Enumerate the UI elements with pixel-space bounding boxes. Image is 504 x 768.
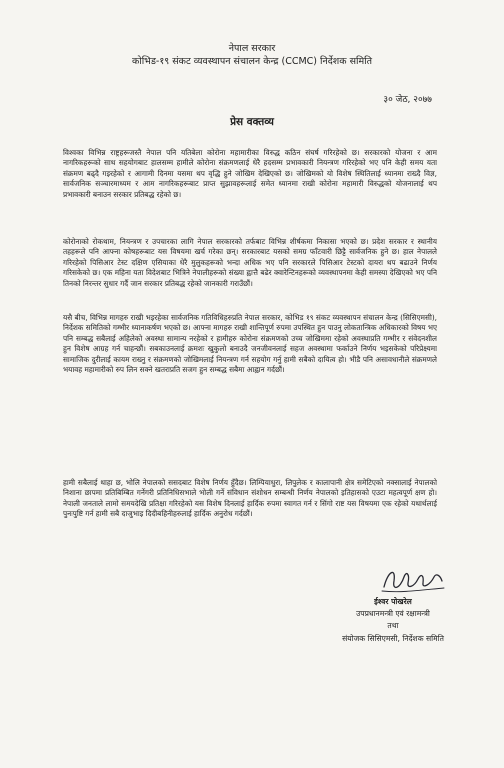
signatory-conjunction: तथा bbox=[387, 621, 399, 630]
document-date: ३० जेठ, २०७७ bbox=[383, 95, 432, 105]
paragraph-3: यसै बीच, विभिन्न मागहरु राखी भइरहेका सार्वजनिक गतिविधिहरुप्रति नेपाल सरकार, कोभिड १९ संकट व्यवस्थापन संचालन केन्द्र (सिसिएमसी), निर्देशक समितिको गम्भीर ध्यानाकर्षण भएको छ। आफ्ना मागहरु राखी शान्तिपूर्ण रुपमा उपस्थित हुन पाउनु लोकतान्त्रिक अधिकारको विषय भए पनि सम्बद्ध सबैलाई अहिलेको अवस्था सामान्य नरहेको र हामीहरु कोरोना संक्रमणको उच्च जोखिममा रहेको अवस्थाप्रति गम्भीर र संवेदनशील हुन विशेष आग्रह गर्न चाहन्छौं। सबकाउनलाई क्रमशः खुकुलो बनाउदै जनजीवनलाई सहज अवस्थामा फर्काउने निर्णय भइसकेको परिप्रेक्ष्यमा सामाजिक दुरीलाई कायम राख्नु र संक्रमणको जोखिमलाई नियन्त्रण गर्न सहयोग गर्नु हामी सबैको दायित्व हो। भीडै पनि असावधानीले संक्रमणले भयावह महामारीको रुप लिन सक्ने खतराप्रति सजग हुन सम्बद्ध सबैमा आह्वान गर्दछौं। bbox=[63, 313, 437, 375]
paragraph-4: हामी सबैलाई थाहा छ, भोलि नेपालको ससदबाट विशेष निर्णय हुँदैछ। लिम्पियाधुरा, लिपुलेक र कालापानी क्षेत्र समेटिएको नक्सालाई नेपालको निशाना छापमा प्रतिबिम्बित गर्नेगरी प्रतिनिधिसभाले भोली गर्ने संविधान संशोधन सम्बन्धी निर्णय नेपालको इतिहासको एउटा महत्वपूर्ण क्षण हो। नेपाली जनताले लामो समयदेखि प्रतिक्षा गरिरहेको यस विशेष दिनलाई हार्दिक रुपमा स्वागत गर्न र सिंगो राष्ट यस विषयमा एक रहेको यथार्थलाई पुनःपुष्टि गर्न हामी सबै दाजुभाइ दिदीबहिनीहरुलाई हार्दिक अनुरोध गर्दछौं। bbox=[63, 478, 437, 519]
signatory-name: ईश्वर पोखरेल bbox=[374, 597, 412, 606]
paragraph-2: कोरोनाको रोकथाम, नियन्त्रण र उपचारका लागि नेपाल सरकारको तर्फबाट विभिन्न शीर्षकमा निकासा भएको छ। प्रदेश सरकार र स्थानीय तहहरूले पनि आफ्ना कोषहरूबाट यस विषयमा खर्च गरेका छन्। सरकारबाट यसको समग्र फाँटवारी छिट्टै सार्वजनिक हुने छ। हाल नेपालले गरिरहेको पिसिआर टेस्ट दक्षिण एसियाका धेरै मुलुकहरूको भन्दा अधिक भए पनि सरकारले पिसिआर टेस्टको दायरा थप बढाउने निर्णय गरिसकेको छ। एक महिना यता विदेशबाट भित्रिने नेपालीहरूको संख्या ह्वात्तै बढेर क्वारेन्टिनहरूको व्यवस्थापनमा केही समस्या देखिएको भए पनि तिनको निरन्तर सुधार गर्दै जान सरकार प्रतिबद्ध रहेको जानकारी गराउँछौं। bbox=[63, 237, 437, 288]
header-org: नेपाल सरकार bbox=[228, 43, 276, 54]
handwritten-signature bbox=[378, 563, 448, 597]
signatory-role: संयोजक सिसिएमसी, निर्देशक समिति bbox=[342, 634, 444, 643]
signatory-title: उपप्रधानमन्त्री एवं रक्षामन्त्री bbox=[356, 609, 430, 618]
document-title: प्रेस वक्तव्य bbox=[230, 116, 274, 128]
paragraph-1: विश्वका विभिन्न राष्ट्रहरूजस्तै नेपाल पनि यतिबेला कोरोना महामारीका विरुद्ध कठिन संघर्ष गरिरहेको छ। सरकारको योजना र आम नागरिकहरूको साथ सहयोगबाट हालसम्म हामीले कोरोना संक्रमणलाई धेरै हदसम्म प्रभावकारी नियन्त्रण गरिरहेको भए पनि केही समय यता संक्रमण बढ्दै गइरहेको र आगामी दिनमा यसमा थप वृद्धि हुने जोखिम देखिएको छ। जोखिमको यो विशेष स्थितिलाई ध्यानमा राख्दै विज्ञ, सार्वजनिक सञ्चारमाध्यम र आम नागरिकहरूबाट प्राप्त सुझावहरूलाई समेत ध्यानमा राखी कोरोना महामारी विरुद्धको योजनालाई थप प्रभावकारी बनाउन सरकार प्रतिबद्ध रहेको छ। bbox=[63, 148, 437, 199]
header-office: कोभिड-१९ संकट व्यवस्थापन संचालन केन्द्र (CCMC) निर्देशक समिति bbox=[131, 56, 373, 67]
